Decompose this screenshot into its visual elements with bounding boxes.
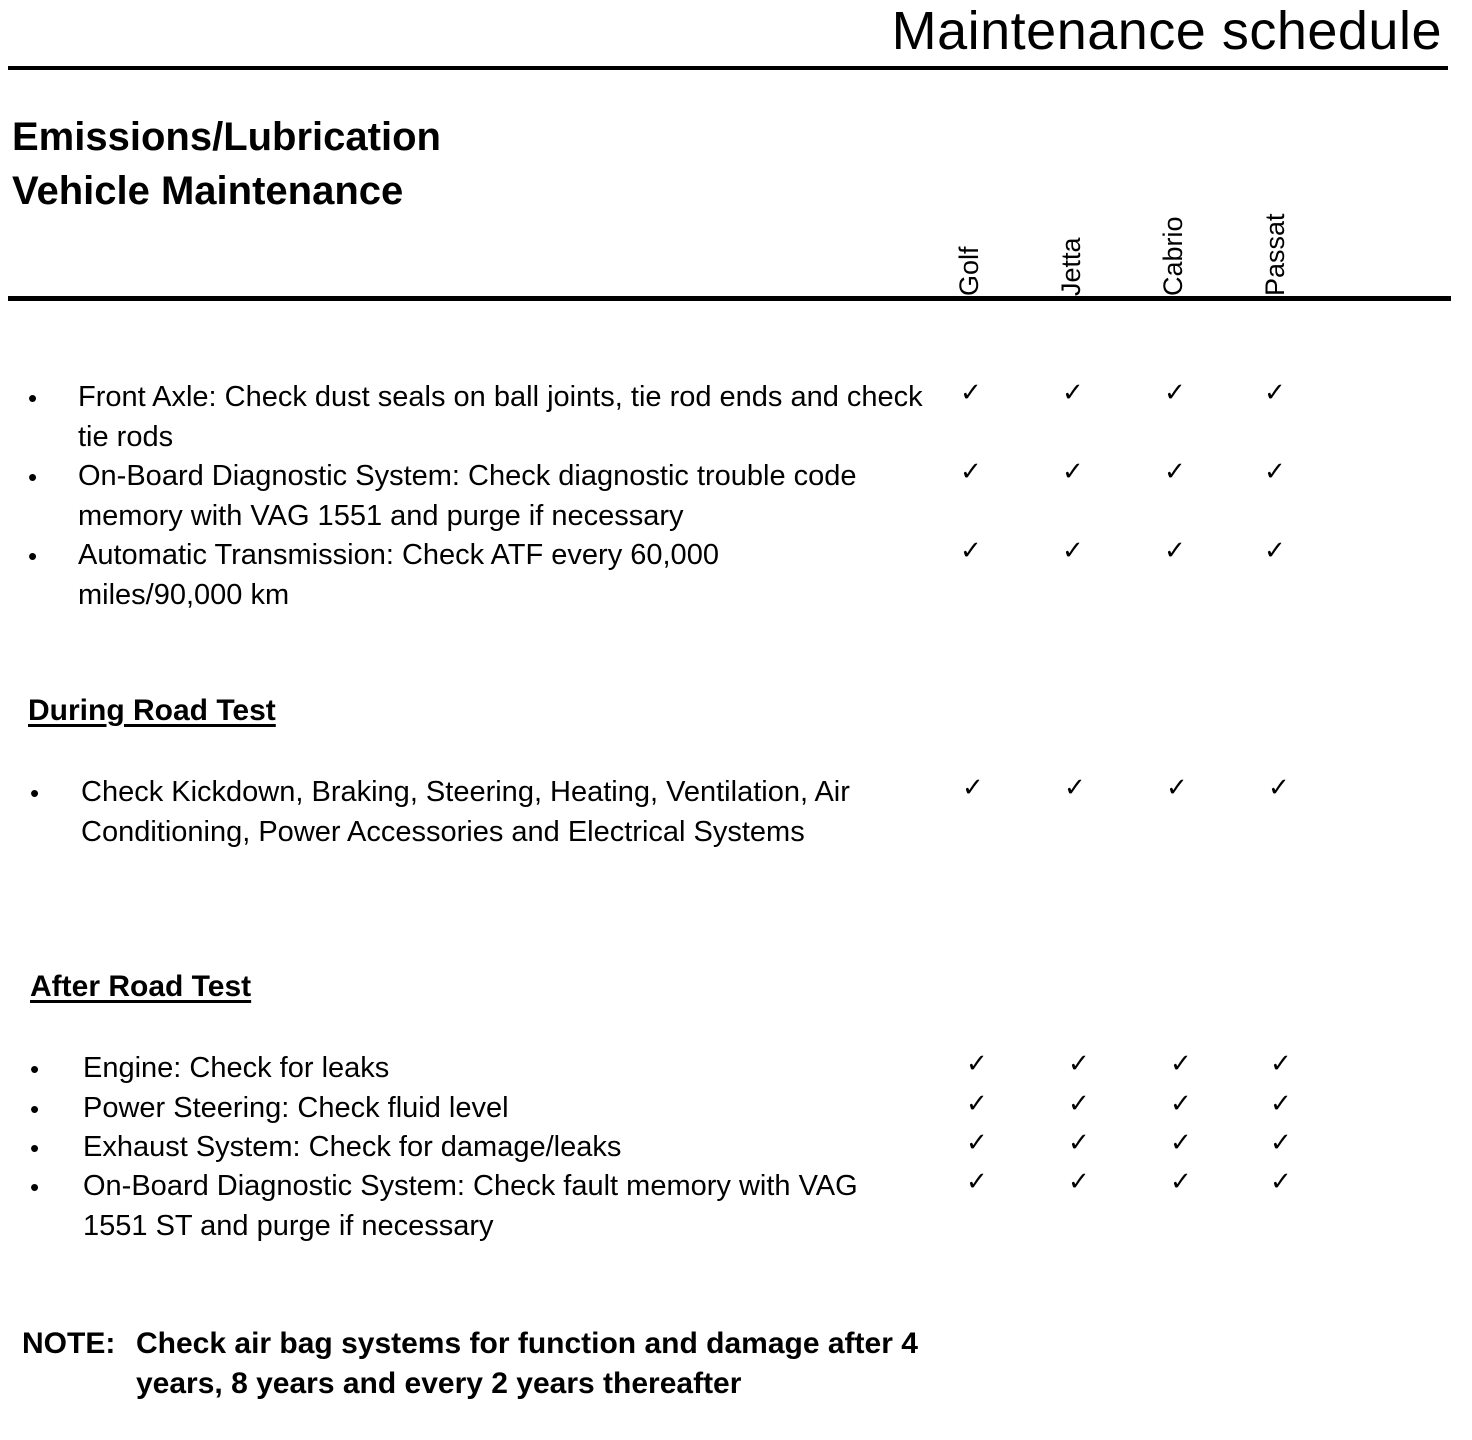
column-header-cabrio (1156, 200, 1190, 296)
bullet-icon: • (28, 541, 38, 571)
note-text: Check air bag systems for function and damage after 4 years, 8 years and every 2 years thereafter (136, 1327, 918, 1400)
heading-line-1: Emissions/Lubrication (12, 115, 441, 159)
page-title: Maintenance schedule (891, 1, 1442, 61)
check-icon: ✓ (1068, 1166, 1090, 1196)
section-heading (12, 110, 441, 218)
item-text: Automatic Transmission: Check ATF every 60,000 miles/90,000 km (78, 539, 719, 611)
note-label: NOTE: (22, 1327, 116, 1360)
bullet-icon: • (30, 1054, 40, 1084)
bullet-icon: • (28, 383, 38, 413)
column-header-passat (1258, 200, 1292, 296)
title-divider (8, 66, 1448, 70)
header-divider (8, 296, 1451, 301)
check-icon: ✓ (1068, 1048, 1090, 1078)
check-icon: ✓ (1270, 1166, 1292, 1196)
check-icon: ✓ (960, 377, 982, 407)
check-icon: ✓ (960, 535, 982, 565)
check-icon: ✓ (1264, 535, 1286, 565)
heading-line-2: Vehicle Maintenance (12, 169, 404, 213)
check-icon: ✓ (1068, 1088, 1090, 1118)
check-icon: ✓ (1270, 1048, 1292, 1078)
bullet-icon: • (28, 462, 38, 492)
column-header-golf (952, 200, 986, 296)
check-icon: ✓ (1064, 772, 1086, 802)
check-icon: ✓ (1170, 1088, 1192, 1118)
check-icon: ✓ (1270, 1088, 1292, 1118)
check-icon: ✓ (966, 1048, 988, 1078)
check-icon: ✓ (1268, 772, 1290, 802)
column-header-label: Cabrio (1158, 216, 1188, 296)
check-icon: ✓ (1164, 377, 1186, 407)
item-text: On-Board Diagnostic System: Check diagnostic trouble code memory with VAG 1551 and purge if necessary (78, 460, 857, 532)
check-icon: ✓ (1062, 377, 1084, 407)
bullet-icon: • (30, 1172, 40, 1202)
column-header-jetta (1054, 200, 1088, 296)
check-icon: ✓ (1164, 456, 1186, 486)
check-icon: ✓ (1270, 1127, 1292, 1157)
check-icon: ✓ (1062, 535, 1084, 565)
section-title-during-road-test: During Road Test (28, 694, 276, 727)
bullet-icon: • (30, 1133, 40, 1163)
check-icon: ✓ (1264, 377, 1286, 407)
check-icon: ✓ (962, 772, 984, 802)
column-header-label: Golf (954, 246, 984, 296)
check-icon: ✓ (960, 456, 982, 486)
bullet-icon: • (30, 778, 40, 808)
item-text: Exhaust System: Check for damage/leaks (83, 1131, 622, 1163)
column-header-label: Jetta (1056, 237, 1086, 296)
item-text: Check Kickdown, Braking, Steering, Heating, Ventilation, Air Conditioning, Power Accessories and Electrical Systems (81, 776, 850, 848)
section-title-after-road-test: After Road Test (30, 970, 252, 1003)
check-icon: ✓ (966, 1127, 988, 1157)
bullet-icon: • (30, 1094, 40, 1124)
item-text: Engine: Check for leaks (83, 1052, 390, 1084)
check-icon: ✓ (1068, 1127, 1090, 1157)
check-icon: ✓ (1264, 456, 1286, 486)
check-icon: ✓ (1170, 1048, 1192, 1078)
check-icon: ✓ (966, 1166, 988, 1196)
item-text: On-Board Diagnostic System: Check fault memory with VAG 1551 ST and purge if necessary (83, 1170, 858, 1242)
check-icon: ✓ (966, 1088, 988, 1118)
check-icon: ✓ (1062, 456, 1084, 486)
check-icon: ✓ (1170, 1127, 1192, 1157)
item-text: Front Axle: Check dust seals on ball joints, tie rod ends and check tie rods (78, 381, 923, 453)
check-icon: ✓ (1164, 535, 1186, 565)
check-icon: ✓ (1170, 1166, 1192, 1196)
column-header-label: Passat (1260, 213, 1290, 296)
check-icon: ✓ (1166, 772, 1188, 802)
item-text: Power Steering: Check fluid level (83, 1092, 509, 1124)
